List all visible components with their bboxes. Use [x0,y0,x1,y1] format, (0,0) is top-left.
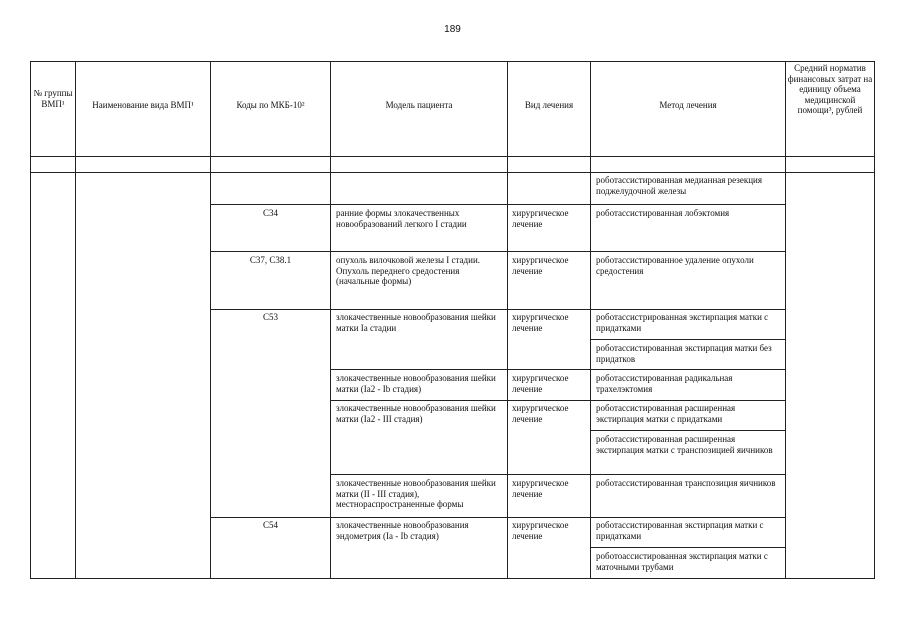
header-bottom-border [30,156,875,157]
column-border [507,61,508,579]
column-border [590,61,591,579]
treatment-type-cell: хирургическое лечение [512,403,569,424]
column-border [30,61,31,579]
method-cell: роботассистированная транспозиция яичников [596,478,776,488]
header-patient-model: Модель пациента [385,100,453,110]
treatment-type-cell: хирургическое лечение [512,373,569,394]
row-divider [590,547,785,548]
treatment-type-cell: хирургическое лечение [512,312,569,333]
header-mkb-codes: Коды по МКБ-10² [236,100,305,110]
code-cell: C53 [262,312,278,322]
patient-model-cell: злокачественные новообразования эндометрия (Ia - Ib стадия) [336,520,469,541]
treatment-type-cell: хирургическое лечение [512,255,569,276]
method-cell: роботоассистированная экстирпация матки с маточными трубами [596,551,768,572]
row-divider [590,430,785,431]
patient-model-cell: опухоль вилочковой железы I стадии. Опухоль переднего средостения (начальные формы) [336,255,481,287]
row-divider [330,369,785,370]
method-cell: роботассистированная лобэктомия [596,208,730,218]
patient-model-cell: злокачественные новообразования шейки матки (II - III стадия), местнораспространенные формы [336,478,496,510]
column-border [785,61,786,579]
row-divider [210,309,785,310]
column-border [75,61,76,579]
table-top-border [30,61,875,62]
table-bottom-border [30,578,875,579]
method-cell: роботассистированная экстирпация матки с придатками [596,520,764,541]
code-cell: C54 [262,520,278,530]
column-border [874,61,875,579]
method-cell: роботассистированная медианная резекция поджелудочной железы [596,175,762,196]
patient-model-cell: злокачественные новообразования шейки матки (Ia2 - Ib стадия) [336,373,496,394]
header-average-cost: Средний норматив финансовых затрат на единицу объема медицинской помощи³, рублей [787,63,873,116]
patient-model-cell: ранние формы злокачественных новообразований легкого I стадии [336,208,467,229]
method-cell: роботассистированная экстирпация матки без придатков [596,343,772,364]
row-divider [330,400,785,401]
column-border [210,61,211,579]
header-treatment-method: Метод лечения [659,100,717,110]
row-divider [590,339,785,340]
header-group-no: № группы ВМП¹ [33,88,73,109]
header-vmp-name: Наименование вида ВМП¹ [92,100,194,110]
page-number: 189 [444,24,461,35]
patient-model-cell: злокачественные новообразования шейки матки Ia стадии [336,312,496,333]
method-cell: роботассистрированная экстирпация матки с придатками [596,312,769,333]
code-cell: C34 [262,208,278,218]
method-cell: роботассистированная радикальная трахелэктомия [596,373,733,394]
row-divider [210,204,785,205]
treatment-type-cell: хирургическое лечение [512,520,569,541]
row-divider [210,251,785,252]
method-cell: роботассистированная расширенная экстирпация матки с транспозицией яичников [596,434,773,455]
treatment-type-cell: хирургическое лечение [512,208,569,229]
row-divider [330,474,785,475]
header-treatment-type: Вид лечения [524,100,574,110]
row-divider [210,517,785,518]
method-cell: роботассистированное удаление опухоли средостения [596,255,754,276]
patient-model-cell: злокачественные новообразования шейки матки (Ia2 - III стадия) [336,403,496,424]
code-cell: C37, C38.1 [249,255,292,265]
numbering-row-bottom-border [30,172,875,173]
treatment-type-cell: хирургическое лечение [512,478,569,499]
method-cell: роботассистированная расширенная экстирпация матки с придатками [596,403,736,424]
column-border [330,61,331,579]
